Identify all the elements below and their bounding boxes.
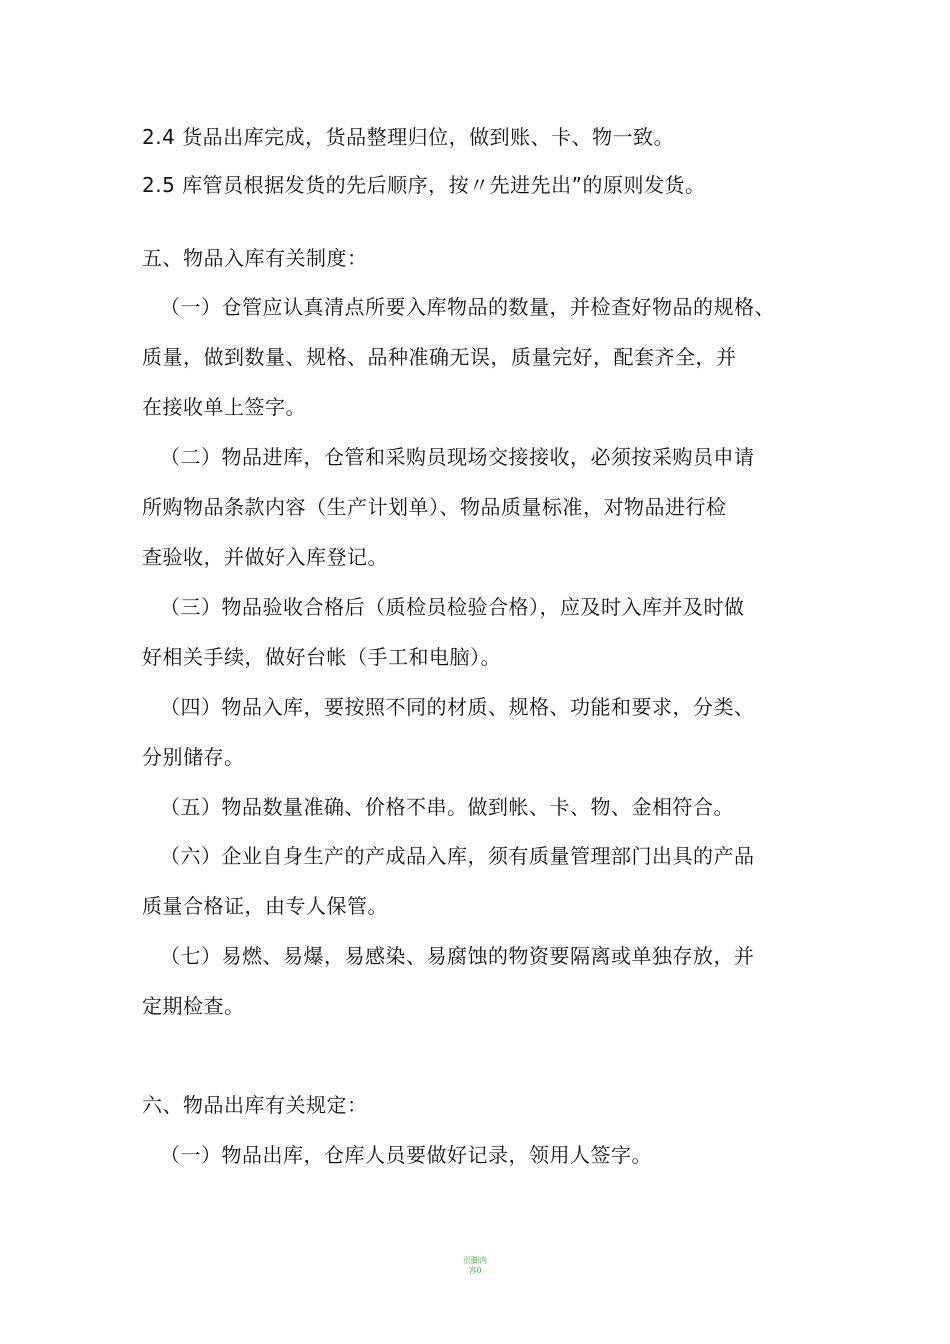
- clause-2-4: 2.4 货品出库完成，货品整理归位，做到账、卡、物一致。: [142, 125, 675, 149]
- item-1-line-2: 质量，做到数量、规格、品种准确无误，质量完好，配套齐全，并: [142, 345, 737, 369]
- footer-line-2: 容0: [468, 1266, 482, 1275]
- item-2-line-2: 所购物品条款内容（生产计划单）、物品质量标准，对物品进行检: [142, 495, 727, 519]
- item-5-line-1: （五）物品数量准确、价格不串。做到帐、卡、物、金相符合。: [160, 795, 734, 819]
- page-footer: [455, 1256, 495, 1276]
- item-6-line-2: 质量合格证，由专人保管。: [142, 894, 388, 918]
- footer-line-1: 页脚内: [463, 1256, 487, 1265]
- item-1-line-3: 在接收单上签字。: [142, 395, 306, 419]
- item-4-line-2: 分别储存。: [142, 745, 245, 769]
- item-4-line-1: （四）物品入库，要按照不同的材质、规格、功能和要求，分类、: [160, 695, 755, 719]
- item-7-line-1: （七）易燃、易爆，易感染、易腐蚀的物资要隔离或单独存放，并: [160, 944, 755, 968]
- item-3-line-2: 好相关手续，做好台帐（手工和电脑）。: [142, 645, 501, 669]
- item-2-line-1: （二）物品进库，仓管和采购员现场交接接收，必须按采购员申请: [160, 445, 755, 469]
- item-7-line-2: 定期检查。: [142, 994, 245, 1018]
- item-2-line-3: 查验收，并做好入库登记。: [142, 545, 388, 569]
- item-6-1-line-1: （一）物品出库，仓库人员要做好记录，领用人签字。: [160, 1143, 652, 1167]
- item-3-line-1: （三）物品验收合格后（质检员检验合格），应及时入库并及时做: [160, 595, 745, 619]
- item-1-line-1: （一）仓管应认真清点所要入库物品的数量，并检查好物品的规格、: [160, 295, 775, 319]
- clause-2-5: 2.5 库管员根据发货的先后顺序，按〃先进先出”的原则发货。: [142, 173, 706, 197]
- item-6-line-1: （六）企业自身生产的产成品入库，须有质量管理部门出具的产品: [160, 844, 755, 868]
- section-heading-6: 六、物品出库有关规定：: [142, 1093, 368, 1117]
- section-heading-5: 五、物品入库有关制度：: [142, 246, 368, 270]
